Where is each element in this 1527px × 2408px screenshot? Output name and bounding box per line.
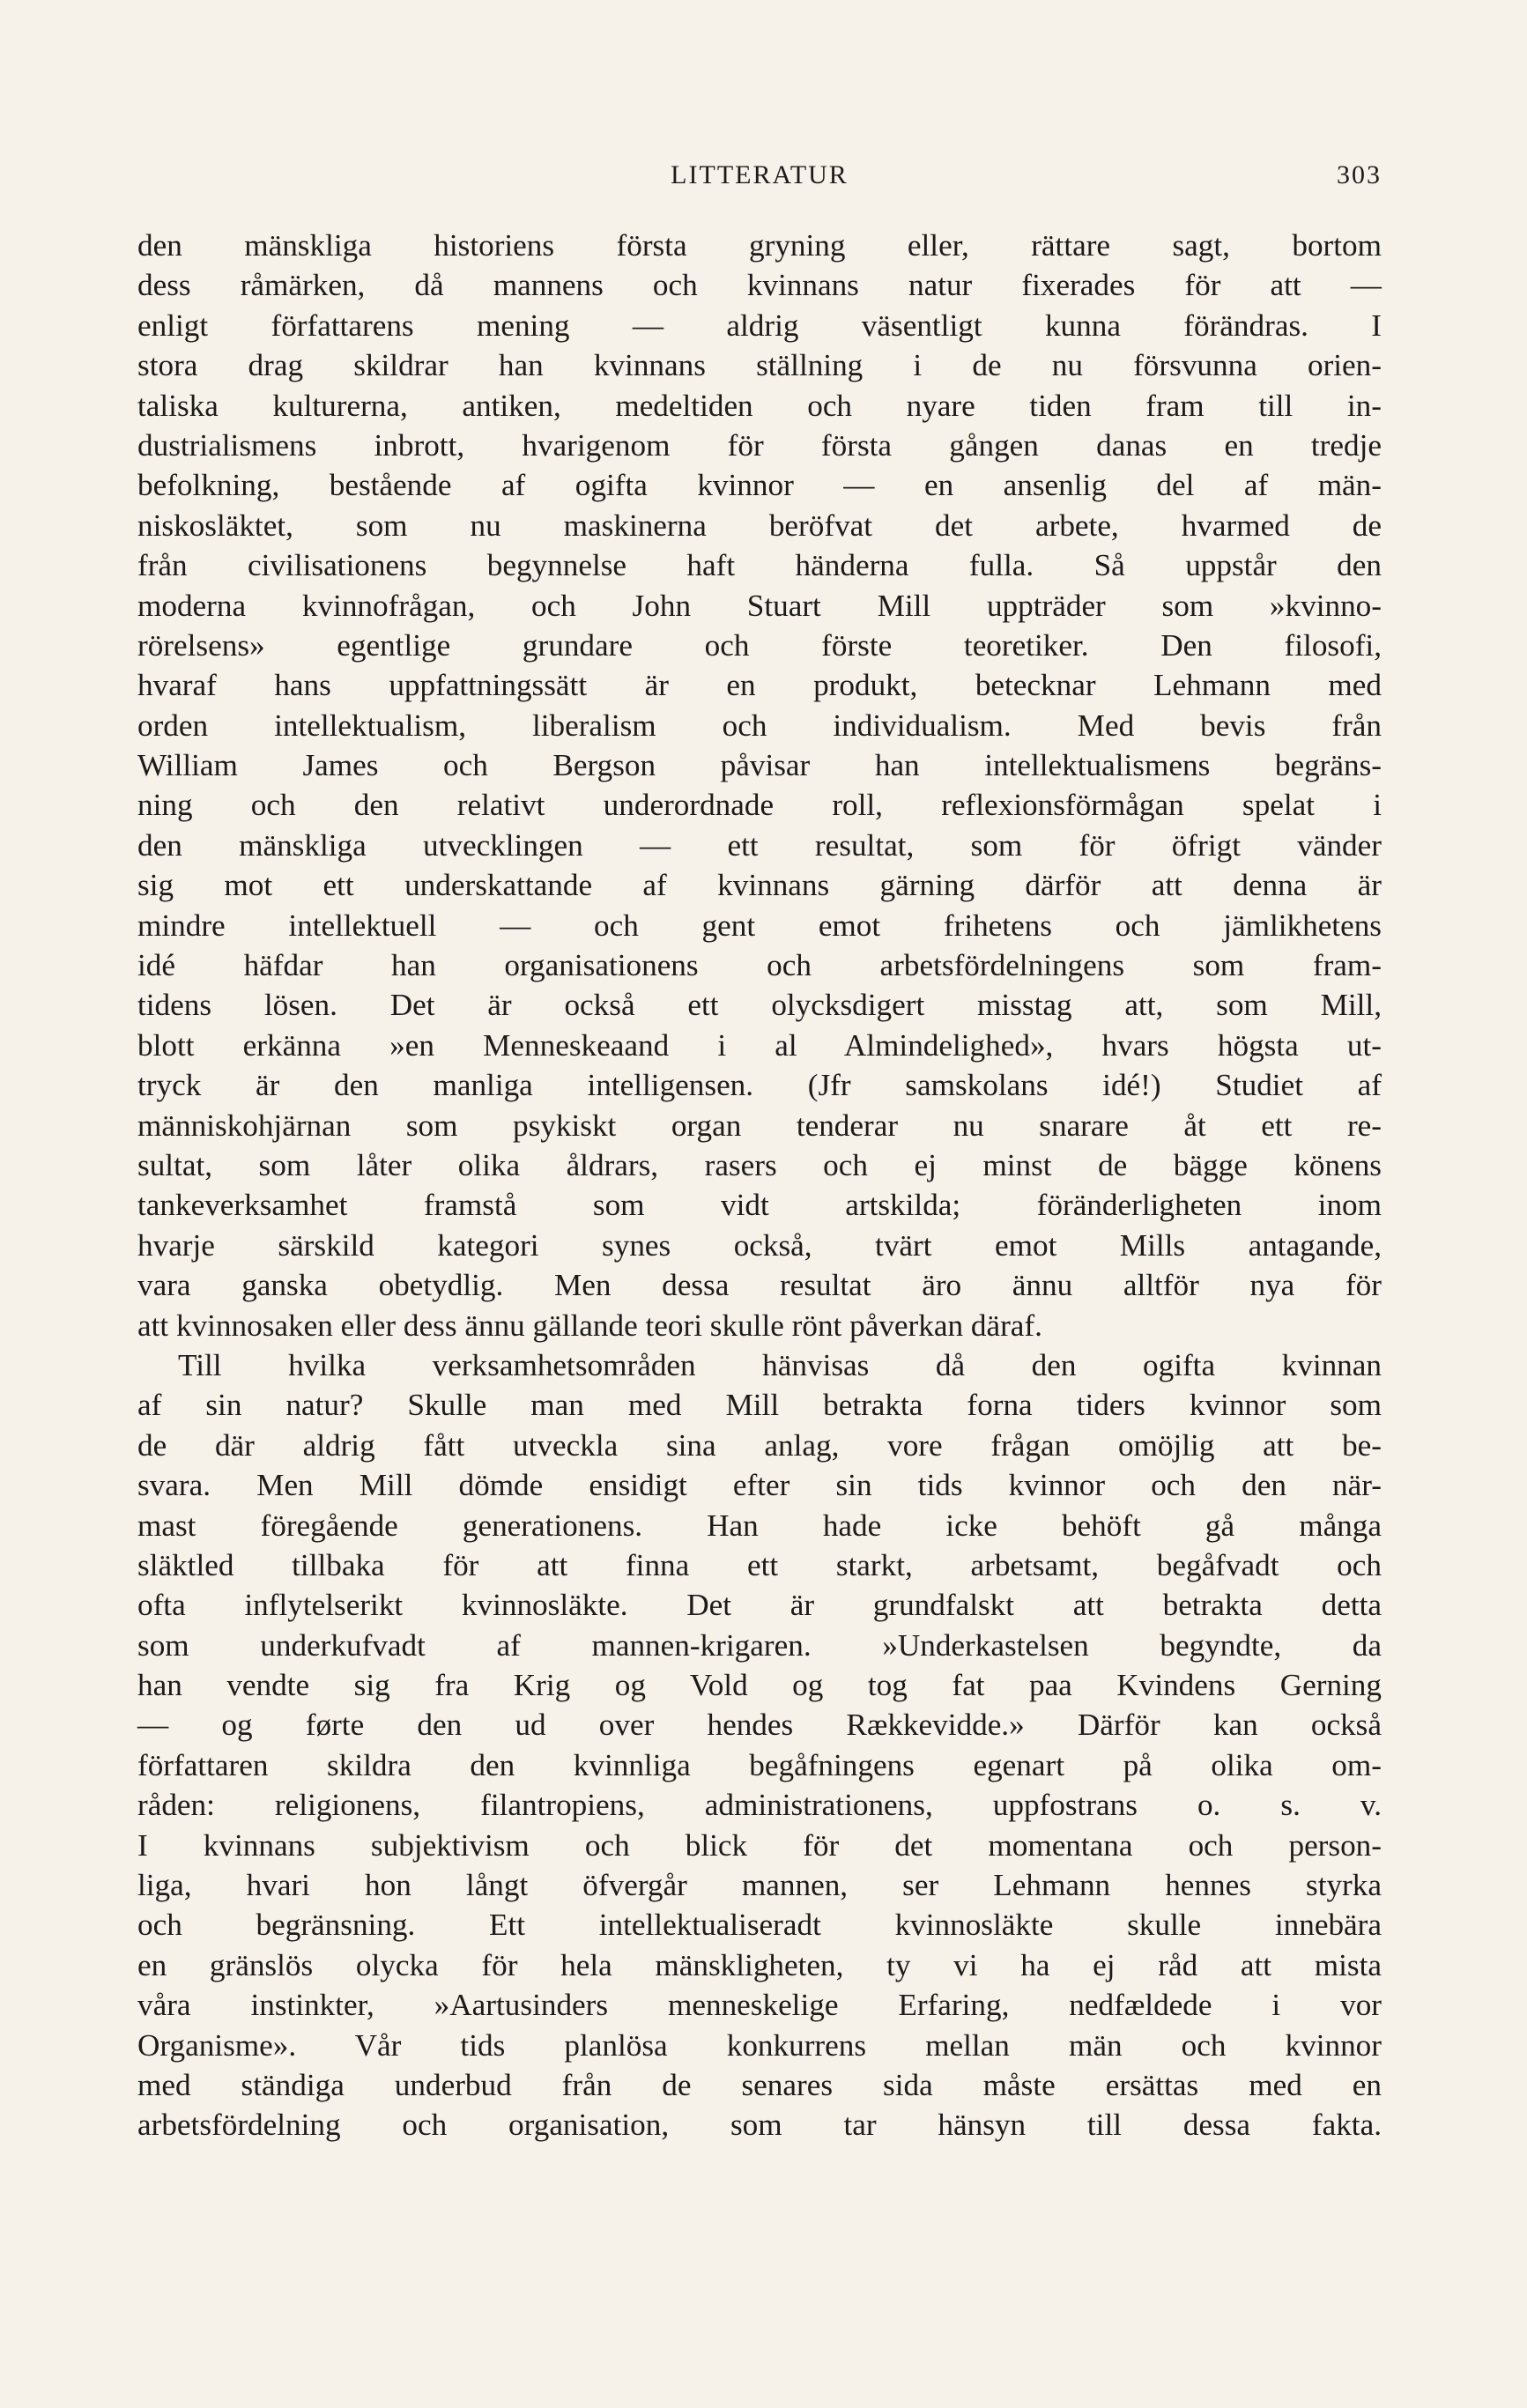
text-line: människohjärnan som psykiskt organ tenderar nu snarare åt ett re- [137, 1108, 1382, 1143]
text-line: tidens lösen. Det är också ett olycksdigert misstag att, som Mill, [137, 988, 1382, 1023]
text-line: idé häfdar han organisationens och arbetsfördelningens som fram- [137, 948, 1382, 983]
text-line: befolkning, bestående af ogifta kvinnor — en ansenlig del af män- [137, 468, 1382, 503]
paragraph-last-line: att kvinnosaken eller dess ännu gällande teori skulle rönt påverkan däraf. [137, 1308, 1042, 1343]
text-line: mast föregående generationens. Han hade icke behöft gå många [137, 1508, 1382, 1543]
text-line: författaren skildra den kvinnliga begåfningens egenart på olika om- [137, 1747, 1382, 1782]
text-line: — og førte den ud over hendes Rækkevidde.» Därför kan också [137, 1708, 1382, 1743]
text-line: en gränslös olycka för hela mänskligheten, ty vi ha ej råd att mista [137, 1947, 1382, 1982]
text-line: våra instinkter, »Aartusinders menneskelige Erfaring, nedfældede i vor [137, 1988, 1382, 2023]
text-line: enligt författarens mening — aldrig väsentligt kunna förändras. I [137, 307, 1382, 343]
text-line: Organisme». Vår tids planlösa konkurrens mellan män och kvinnor [137, 2027, 1382, 2063]
text-line: blott erkänna »en Menneskeaand i al Almindelighed», hvars högsta ut- [137, 1027, 1382, 1063]
text-line: de där aldrig fått utveckla sina anlag, vore frågan omöjlig att be- [137, 1427, 1382, 1463]
text-line: vara ganska obetydlig. Men dessa resultat äro ännu alltför nya för [137, 1268, 1382, 1303]
text-line: orden intellektualism, liberalism och individualism. Med bevis från [137, 708, 1382, 743]
text-line: arbetsfördelning och organisation, som tar hänsyn till dessa fakta. [137, 2108, 1382, 2143]
text-line: rörelsens» egentlige grundare och förste teoretiker. Den filosofi, [137, 627, 1382, 663]
text-line: stora drag skildrar han kvinnans ställning i de nu försvunna orien- [137, 348, 1382, 383]
text-line: hvarje särskild kategori synes också, tvärt emot Mills antagande, [137, 1227, 1382, 1263]
text-line: I kvinnans subjektivism och blick för det momentana och person- [137, 1827, 1382, 1863]
text-line: som underkufvadt af mannen-krigaren. »Underkastelsen begyndte, da [137, 1627, 1382, 1663]
text-line: moderna kvinnofrågan, och John Stuart Mill uppträder som »kvinno- [137, 588, 1382, 623]
text-line: liga, hvari hon långt öfvergår mannen, ser Lehmann hennes styrka [137, 1868, 1382, 1903]
text-line: mindre intellektuell — och gent emot frihetens och jämlikhetens [137, 908, 1382, 943]
text-line: svara. Men Mill dömde ensidigt efter sin tids kvinnor och den när- [137, 1468, 1382, 1503]
text-line: taliska kulturerna, antiken, medeltiden och nyare tiden fram till in- [137, 388, 1382, 423]
text-line: dess råmärken, då mannens och kvinnans natur fixerades för att — [137, 268, 1382, 303]
text-line: William James och Bergson påvisar han intellektualismens begräns- [137, 748, 1382, 783]
running-title: LITTERATUR [671, 160, 849, 189]
text-line: tryck är den manliga intelligensen. (Jfr samskolans idé!) Studiet af [137, 1068, 1382, 1103]
text-line: den mänskliga utvecklingen — ett resultat, som för öfrigt vänder [137, 827, 1382, 863]
text-line: släktled tillbaka för att finna ett starkt, arbetsamt, begåfvadt och [137, 1547, 1382, 1582]
running-head [137, 160, 1382, 204]
text-line: dustrialismens inbrott, hvarigenom för första gången danas en tredje [137, 427, 1382, 463]
text-line: den mänskliga historiens första gryning eller, rättare sagt, bortom [137, 228, 1382, 263]
text-line: af sin natur? Skulle man med Mill betrakta forna tiders kvinnor som [137, 1388, 1382, 1423]
text-line: sultat, som låter olika åldrars, rasers och ej minst de bägge könens [137, 1147, 1382, 1182]
text-line: från civilisationens begynnelse haft händerna fulla. Så uppstår den [137, 548, 1382, 583]
text-line: hvaraf hans uppfattningssätt är en produkt, betecknar Lehmann med [137, 668, 1382, 703]
text-line: han vendte sig fra Krig og Vold og tog fat paa Kvindens Gerning [137, 1668, 1382, 1703]
body-text [137, 226, 1382, 2145]
text-line: niskosläktet, som nu maskinerna beröfvat det arbete, hvarmed de [137, 508, 1382, 543]
text-line: sig mot ett underskattande af kvinnans gärning därför att denna är [137, 868, 1382, 903]
text-line: med ständiga underbud från de senares sida måste ersättas med en [137, 2067, 1382, 2102]
page-number: 303 [1337, 160, 1382, 189]
text-line: råden: religionens, filantropiens, administrationens, uppfostrans o. s. v. [137, 1788, 1382, 1823]
text-line: ofta inflytelserikt kvinnosläkte. Det är grundfalskt att betrakta detta [137, 1588, 1382, 1623]
text-line: ning och den relativt underordnade roll, reflexionsförmågan spelat i [137, 788, 1382, 823]
text-line: och begränsning. Ett intellektualiseradt kvinnosläkte skulle innebära [137, 1908, 1382, 1943]
text-line: tankeverksamhet framstå som vidt artskilda; föränderligheten inom [137, 1188, 1382, 1223]
paragraph-first-line: Till hvilka verksamhetsområden hänvisas då den ogifta kvinnan [178, 1347, 1382, 1382]
